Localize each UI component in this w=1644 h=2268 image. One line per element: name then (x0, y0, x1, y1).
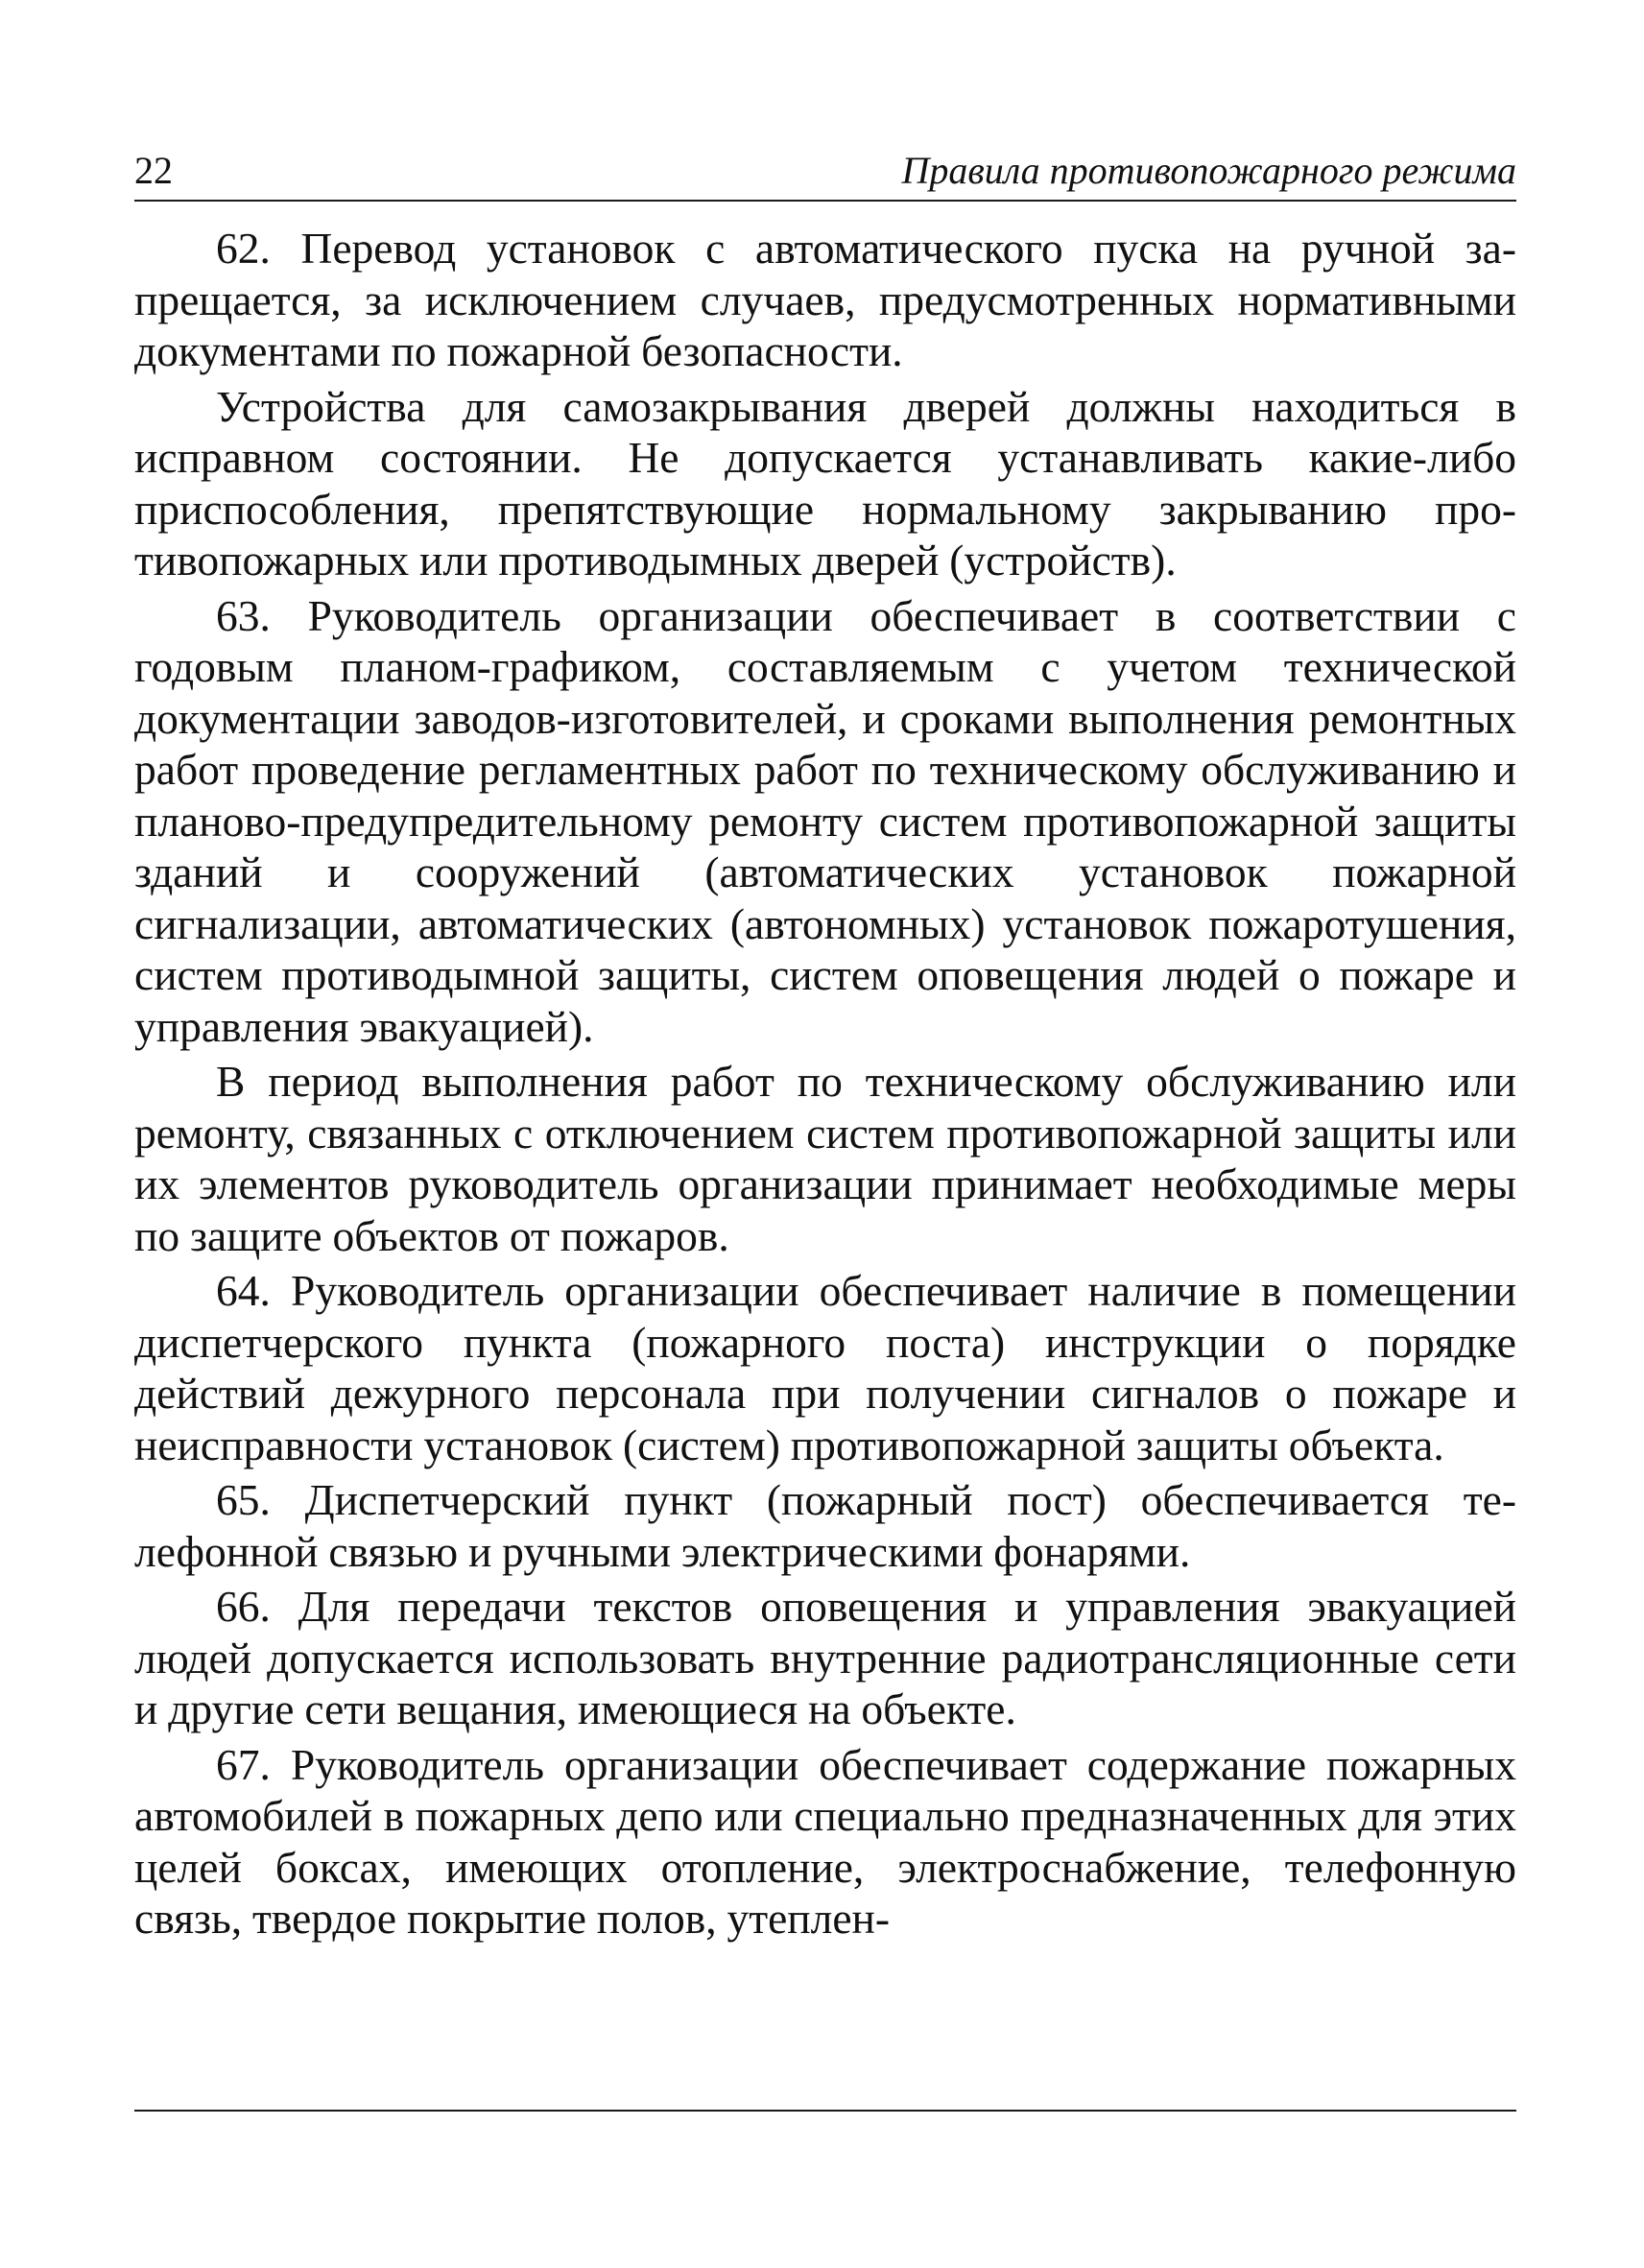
bottom-rule (134, 2110, 1516, 2112)
paragraph-65: 65. Диспетчерский пункт (пожарный пост) обеспечивается телефонной связью и ручными электрическими фонарями. (134, 1475, 1516, 1576)
paragraph-64: 64. Руководитель организации обеспечивает наличие в помещении диспетчерского пункта (пожарного поста) инструкции о порядке действий дежурного персонала при получении сигналов о пожаре и неисправности установок (систем) противопожарной защиты объекта. (134, 1266, 1516, 1469)
running-header (134, 142, 1516, 202)
book-page (134, 0, 1516, 2268)
running-title: Правила противопожарного режима (901, 149, 1516, 192)
paragraph-66: 66. Для передачи текстов оповещения и управления эвакуацией людей допускается использовать внутренние радиотрансляционные сети и другие сети вещания, имеющиеся на объекте. (134, 1582, 1516, 1733)
paragraph-63: 63. Руководитель организации обеспечивает в соответствии с годовым планом-графиком, составляемым с учетом технической документации заводов-изготовителей, и сроками выполнения ремонтных работ проведение регламентных работ по техническому обслуживанию и планово-предупредительному ремонту систем противопожарной защиты зданий и сооружений (автоматических установок пожарной сигнализации, автоматических (автономных) установок пожаротушения, систем противодымной защиты, систем оповещения людей о пожаре и управления эвакуацией). (134, 590, 1516, 1051)
paragraph-67: 67. Руководитель организации обеспечивает содержание пожарных автомобилей в пожарных депо или специально предназначенных для этих целей боксах, имеющих отопление, электроснабжение, телефонную связь, твердое покрытие полов, утеплен- (134, 1739, 1516, 1943)
paragraph-62: 62. Перевод установок с автоматического пуска на ручной запрещается, за исключением случаев, предусмотренных нормативными документами по пожарной безопасности. (134, 224, 1516, 375)
page-number: 22 (134, 149, 173, 192)
paragraph-63-maintenance: В период выполнения работ по техническому обслуживанию или ремонту, связанных с отключением систем противопожарной защиты или их элементов руководитель организации принимает необходимые меры по защите объектов от пожаров. (134, 1057, 1516, 1260)
body-text (134, 223, 1516, 1948)
paragraph-62-doors: Устройства для самозакрывания дверей должны находиться в исправном состоянии. Не допускается устанавливать какие-либо приспособления, препятствующие нормальному закрыванию противопожарных или противодымных дверей (устройств). (134, 381, 1516, 585)
